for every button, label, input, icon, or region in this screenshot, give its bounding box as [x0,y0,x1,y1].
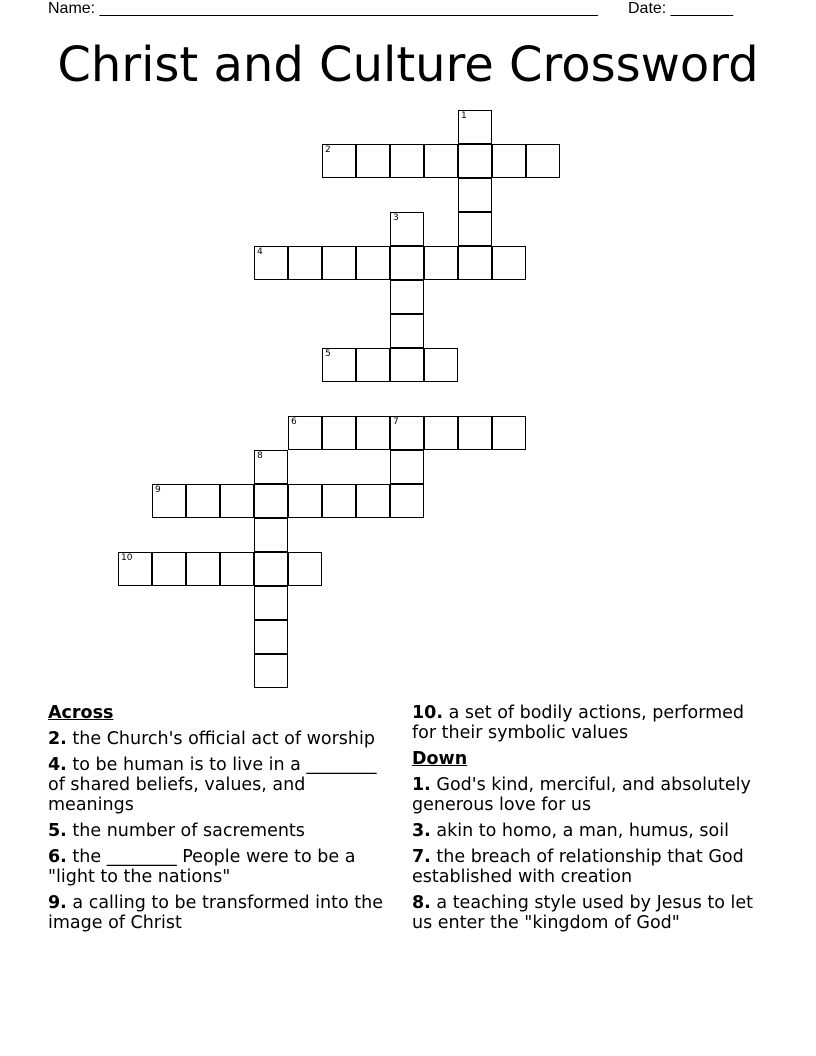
grid-cell[interactable] [492,246,526,280]
grid-cell[interactable] [356,484,390,518]
grid-cell[interactable] [492,416,526,450]
grid-cell[interactable] [356,416,390,450]
grid-cell[interactable] [288,484,322,518]
down-heading: Down [412,749,468,769]
grid-cell[interactable] [254,654,288,688]
grid-cell[interactable] [458,110,492,144]
grid-cell[interactable] [390,416,424,450]
clue-across-10: 10. a set of bodily actions, performed for their symbolic values [412,703,745,743]
grid-cell[interactable] [254,586,288,620]
grid-cell[interactable] [254,246,288,280]
cell-number: 1 [461,111,467,121]
grid-cell[interactable] [254,484,288,518]
grid-cell[interactable] [424,348,458,382]
clue-across-2: 2. the Church's official act of worship [48,729,375,749]
name-field[interactable]: Name: ________________________________________________________ [48,0,598,17]
grid-cell[interactable] [458,416,492,450]
grid-cell[interactable] [424,246,458,280]
cell-number: 7 [393,417,399,427]
clue-down-1: 1. God's kind, merciful, and absolutely generous love for us [412,775,751,815]
clues-right-column [412,703,762,939]
grid-cell[interactable] [390,450,424,484]
grid-cell[interactable] [288,416,322,450]
cell-number: 4 [257,247,263,257]
clue-down-8: 8. a teaching style used by Jesus to let us enter the "kingdom of God" [412,893,754,933]
grid-cell[interactable] [458,178,492,212]
cell-number: 6 [291,417,297,427]
cell-number: 9 [155,485,161,495]
cell-number: 8 [257,451,263,461]
grid-cell[interactable] [526,144,560,178]
grid-cell[interactable] [254,518,288,552]
grid-cell[interactable] [152,552,186,586]
clue-across-5: 5. the number of sacrements [48,821,305,841]
grid-cell[interactable] [390,348,424,382]
cell-number: 2 [325,145,331,155]
grid-cell[interactable] [254,552,288,586]
grid-cell[interactable] [152,484,186,518]
grid-cell[interactable] [356,144,390,178]
grid-cell[interactable] [458,212,492,246]
grid-cell[interactable] [186,552,220,586]
grid-cell[interactable] [322,246,356,280]
clue-down-3: 3. akin to homo, a man, humus, soil [412,821,729,841]
grid-cell[interactable] [458,246,492,280]
page-title: Christ and Culture Crossword [57,37,759,93]
grid-cell[interactable] [390,484,424,518]
grid-cell[interactable] [118,552,152,586]
grid-cell[interactable] [322,144,356,178]
clues-left-column [48,703,388,939]
clue-across-4: 4. to be human is to live in a ________ of shared beliefs, values, and meanings [48,755,377,815]
grid-cell[interactable] [356,348,390,382]
grid-cell[interactable] [390,246,424,280]
cell-number: 3 [393,213,399,223]
grid-cell[interactable] [186,484,220,518]
grid-cell[interactable] [424,144,458,178]
grid-cell[interactable] [424,416,458,450]
grid-cell[interactable] [322,416,356,450]
cell-number: 5 [325,349,331,359]
clue-across-9: 9. a calling to be transformed into the image of Christ [48,893,383,933]
grid-cell[interactable] [390,280,424,314]
grid-cell[interactable] [356,246,390,280]
grid-cell[interactable] [322,484,356,518]
across-heading: Across [48,703,114,723]
date-field[interactable]: Date: _______ [628,0,733,17]
grid-cell[interactable] [390,212,424,246]
grid-cell[interactable] [322,348,356,382]
clue-down-7: 7. the breach of relationship that God established with creation [412,847,744,887]
cell-number: 10 [121,553,133,563]
grid-cell[interactable] [254,450,288,484]
grid-cell[interactable] [220,552,254,586]
grid-cell[interactable] [220,484,254,518]
grid-cell[interactable] [390,144,424,178]
grid-cell[interactable] [288,246,322,280]
grid-cell[interactable] [390,314,424,348]
clue-across-6: 6. the ________ People were to be a "light to the nations" [48,847,356,887]
grid-cell[interactable] [458,144,492,178]
grid-cell[interactable] [254,620,288,654]
grid-cell[interactable] [492,144,526,178]
grid-cell[interactable] [288,552,322,586]
